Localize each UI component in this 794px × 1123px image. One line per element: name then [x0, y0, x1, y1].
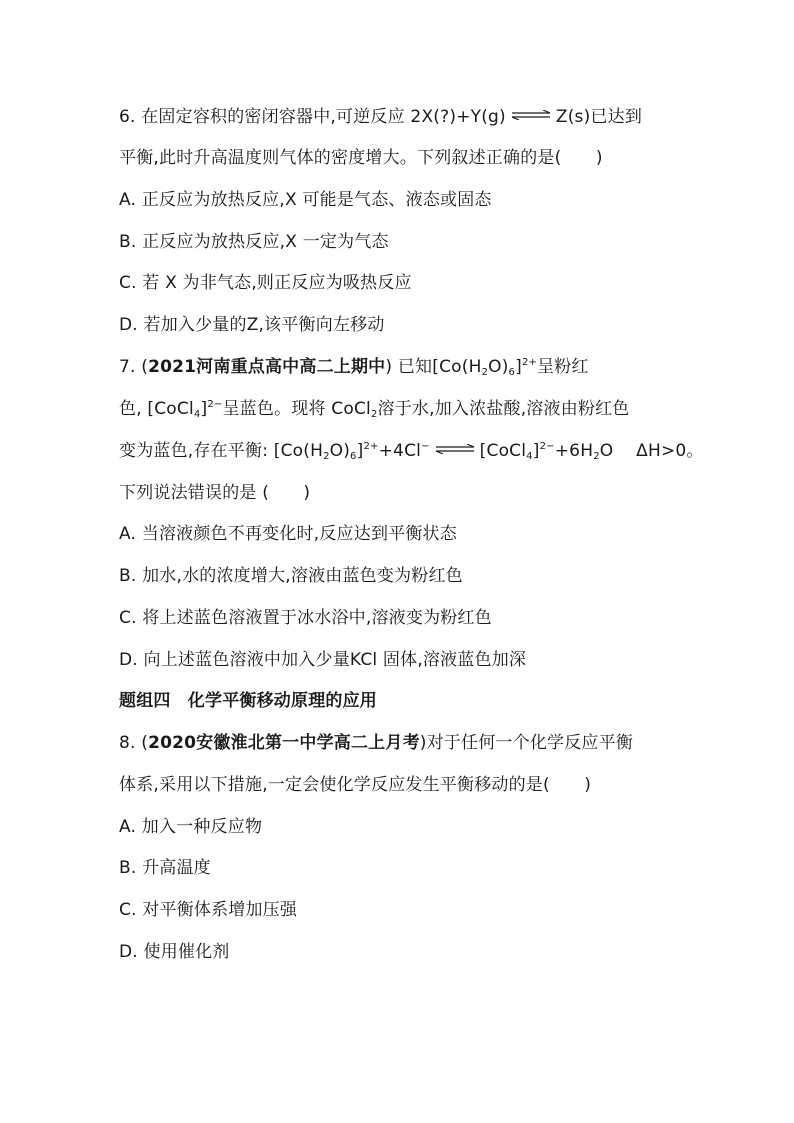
q7-option-b: B. 加水,水的浓度增大,溶液由蓝色变为粉红色: [119, 566, 463, 586]
q6-stem-line-1: 6. 在固定容积的密闭容器中,可逆反应 2X(?)+Y(g) Z(s)已达到: [119, 107, 643, 127]
q7-stem-line-3: 变为蓝色,存在平衡: $[Co(H_2O)_6]^{2+}+4Cl^-$ $[CoCl_4]^{2-}+6H_2O$ ΔH>0。: [119, 441, 704, 462]
q6-option-d: D. 若加入少量的Z,该平衡向左移动: [119, 315, 385, 335]
q8-stem-line-2: 体系,采用以下措施,一定会使化学反应发生平衡移动的是( ): [119, 775, 592, 795]
q7-stem-line-2: 色, [CoCl$_4$]$^{2-}$呈蓝色。现将 CoCl$_2$溶于水,加入浓盐酸,溶液由粉红色: [119, 399, 630, 420]
q8-option-a: A. 加入一种反应物: [119, 817, 263, 837]
q7-option-a: A. 当溶液颜色不再变化时,反应达到平衡状态: [119, 524, 457, 544]
q8-option-d: D. 使用催化剂: [119, 942, 230, 962]
q7-option-c: C. 将上述蓝色溶液置于冰水浴中,溶液变为粉红色: [119, 608, 492, 628]
q7-option-d: D. 向上述蓝色溶液中加入少量KCl 固体,溶液蓝色加深: [119, 650, 527, 670]
group-heading: 题组四 化学平衡移动原理的应用: [119, 691, 377, 711]
q6-option-a: A. 正反应为放热反应,X 可能是气态、液态或固态: [119, 190, 492, 210]
q8-stem-line-1: 8. (2020安徽淮北第一中学高二上月考)对于任何一个化学反应平衡: [119, 733, 634, 753]
q6-option-c: C. 若 X 为非气态,则正反应为吸热反应: [119, 273, 412, 293]
q7-stem-line-4: 下列说法错误的是 ( ): [119, 483, 311, 503]
q8-option-c: C. 对平衡体系增加压强: [119, 900, 298, 920]
q7-stem-line-1: 7. (2021河南重点高中高二上期中) 已知$[Co(H_2O)_6]^{2+}$呈粉红: [119, 357, 589, 378]
q6-option-b: B. 正反应为放热反应,X 一定为气态: [119, 232, 389, 252]
q8-source: 2020安徽淮北第一中学高二上月考: [148, 733, 420, 753]
q6-stem-line-2: 平衡,此时升高温度则气体的密度增大。下列叙述正确的是( ): [119, 148, 603, 168]
q7-source: 2021河南重点高中高二上期中: [148, 357, 386, 377]
equilibrium-arrow-icon: [434, 444, 476, 454]
q8-option-b: B. 升高温度: [119, 858, 211, 878]
equilibrium-arrow-icon: [510, 110, 552, 120]
